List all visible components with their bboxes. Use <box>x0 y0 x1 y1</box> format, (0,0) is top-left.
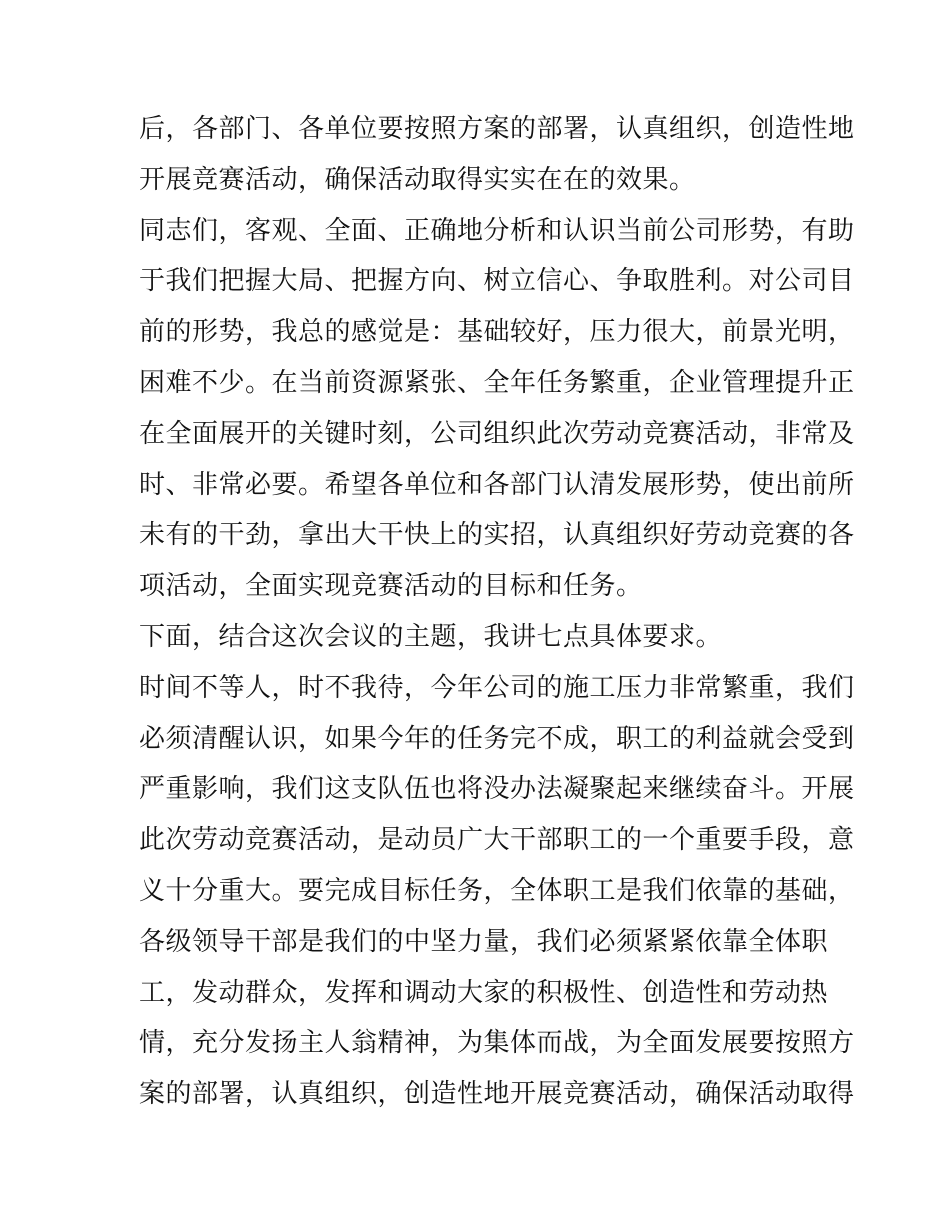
text-line: 于我们把握大局、把握方向、树立信心、争取胜利。对公司目 <box>139 266 855 297</box>
document-body <box>139 104 855 1120</box>
text-line: 困难不少。在当前资源紧张、全年任务繁重，企业管理提升正 <box>139 367 855 398</box>
text-line: 同志们，客观、全面、正确地分析和认识当前公司形势，有助 <box>139 215 855 246</box>
text-line: 时间不等人，时不我待，今年公司的施工压力非常繁重，我们 <box>139 672 855 703</box>
text-line: 时、非常必要。希望各单位和各部门认清发展形势，使出前所 <box>139 469 855 500</box>
text-line: 下面，结合这次会议的主题，我讲七点具体要求。 <box>139 621 723 652</box>
text-line: 项活动，全面实现竞赛活动的目标和任务。 <box>139 571 643 602</box>
text-line: 工，发动群众，发挥和调动大家的积极性、创造性和劳动热 <box>139 977 829 1008</box>
text-line: 情，充分发扬主人翁精神，为集体而战，为全面发展要按照方 <box>139 1028 855 1059</box>
text-line: 在全面展开的关键时刻，公司组织此次劳动竞赛活动，非常及 <box>139 418 855 449</box>
text-line: 前的形势，我总的感觉是：基础较好，压力很大，前景光明， <box>139 317 855 348</box>
text-line: 开展竞赛活动，确保活动取得实实在在的效果。 <box>139 164 696 195</box>
text-line: 后，各部门、各单位要按照方案的部署，认真组织，创造性地 <box>139 114 855 144</box>
text-line: 未有的干劲，拿出大干快上的实招，认真组织好劳动竞赛的各 <box>139 520 855 551</box>
text-line: 此次劳动竞赛活动，是动员广大干部职工的一个重要手段，意 <box>139 825 855 856</box>
text-line: 严重影响，我们这支队伍也将没办法凝聚起来继续奋斗。开展 <box>139 774 855 805</box>
text-line: 必须清醒认识，如果今年的任务完不成，职工的利益就会受到 <box>139 723 855 754</box>
text-line: 义十分重大。要完成目标任务，全体职工是我们依靠的基础， <box>139 875 855 906</box>
text-line: 案的部署，认真组织，创造性地开展竞赛活动，确保活动取得 <box>139 1079 855 1110</box>
text-line: 各级领导干部是我们的中坚力量，我们必须紧紧依靠全体职 <box>139 926 829 957</box>
